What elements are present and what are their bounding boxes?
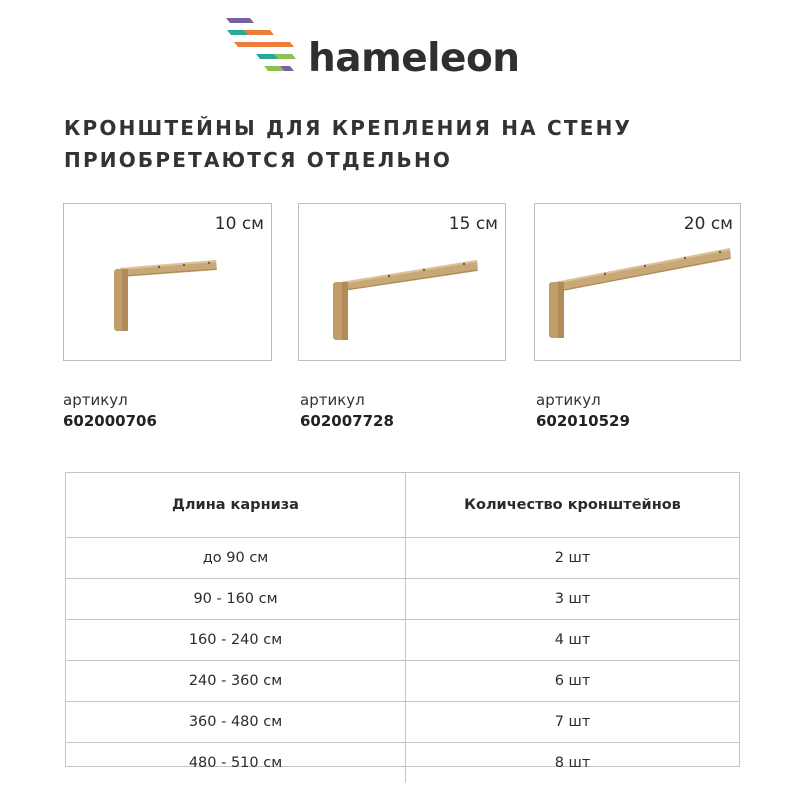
headline-line-2: ПРИОБРЕТАЮТСЯ ОТДЕЛЬНО <box>64 148 453 172</box>
cell-length: 240 - 360 см <box>66 661 406 702</box>
cell-quantity: 3 шт <box>406 579 740 620</box>
column-header-quantity: Количество кронштейнов <box>406 473 740 538</box>
product-card-20cm <box>534 203 741 361</box>
article-label: артикул <box>300 391 365 409</box>
table-row <box>66 538 739 579</box>
article-code: 602007728 <box>300 412 394 430</box>
table-row <box>66 661 739 702</box>
article-label: артикул <box>536 391 601 409</box>
product-article-20cm <box>536 390 630 432</box>
article-label: артикул <box>63 391 128 409</box>
headline-line-1: КРОНШТЕЙНЫ ДЛЯ КРЕПЛЕНИЯ НА СТЕНУ <box>64 116 633 140</box>
brand-logo <box>224 16 544 81</box>
table-row <box>66 579 739 620</box>
cell-quantity: 4 шт <box>406 620 740 661</box>
cell-quantity: 2 шт <box>406 538 740 579</box>
product-size-label: 15 см <box>448 214 498 234</box>
product-card-15cm <box>298 203 506 361</box>
cell-quantity: 8 шт <box>406 743 740 784</box>
cell-length: 160 - 240 см <box>66 620 406 661</box>
product-card-10cm <box>63 203 272 361</box>
cell-length: 360 - 480 см <box>66 702 406 743</box>
product-article-10cm <box>63 390 157 432</box>
table-row <box>66 620 739 661</box>
cell-length: 480 - 510 см <box>66 743 406 784</box>
table-header-row <box>66 473 739 538</box>
product-article-15cm <box>300 390 394 432</box>
logo-stripes-icon <box>224 16 296 78</box>
cell-quantity: 6 шт <box>406 661 740 702</box>
brand-name: hameleon <box>308 36 520 81</box>
cell-length: до 90 см <box>66 538 406 579</box>
product-size-label: 20 см <box>683 214 733 234</box>
bracket-quantity-table <box>65 472 740 771</box>
cell-length: 90 - 160 см <box>66 579 406 620</box>
cell-quantity: 7 шт <box>406 702 740 743</box>
article-code: 602010529 <box>536 412 630 430</box>
table-row <box>66 743 739 784</box>
column-header-length: Длина карниза <box>66 473 406 538</box>
product-size-label: 10 см <box>214 214 264 234</box>
page-headline <box>64 112 754 176</box>
article-code: 602000706 <box>63 412 157 430</box>
table-row <box>66 702 739 743</box>
